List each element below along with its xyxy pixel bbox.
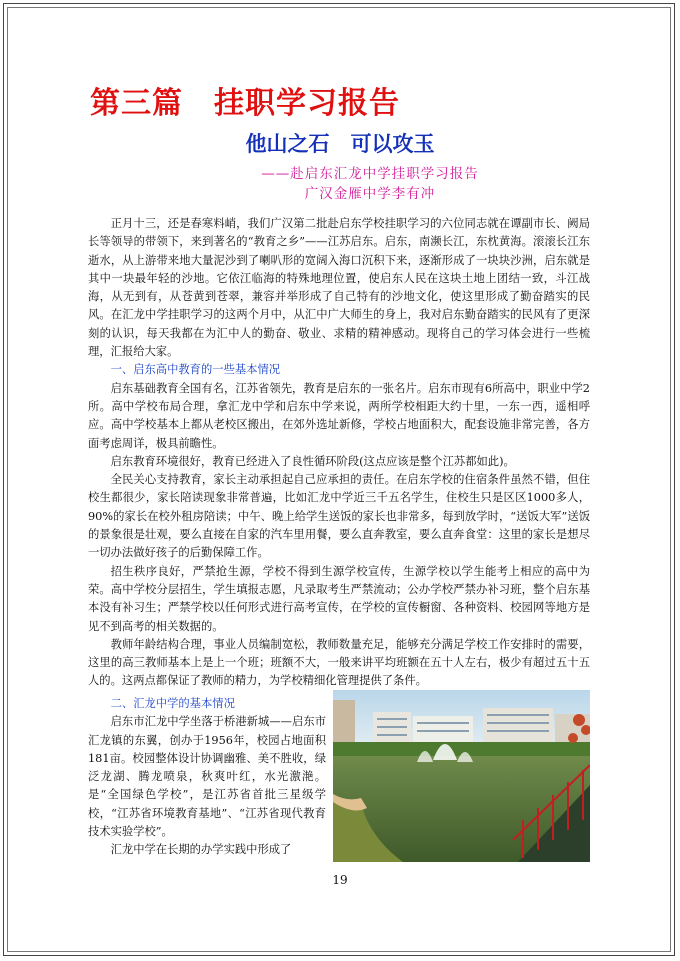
intro-paragraph: 正月十三，还是春寒料峭，我们广汉第二批赴启东学校挂职学习的六位同志就在谭副市长、阙局长等领导的带领下，来到著名的“教育之乡”——江苏启东。启东，南濒长江，东枕黄海。滚滚长江东逝水，从上游带来地大量泥沙到了喇叭形的宽阔入海口沉积下来，逐渐形成了一块块沙洲，启东就是其中一块最年轻的沙地。它依江临海的特殊地理位置，使启东人民在这块土地上团结一致，斗江战海，从无到有，从苍黄到苍翠，兼容并举形成了自己特有的沙地文化，使这里形成了勤奋踏实的民风。在汇龙中学挂职学习的这两个月中，从汇中广大师生的身上，我对启东勤奋踏实的民风有了更深刻的认识，每天我都在为汇中人的勤奋、敬业、求精的精神感动。现将自己的学习体会进行一些梳理，汇报给大家。	[88, 217, 590, 359]
section1-paragraph: 全民关心支持教育，家长主动承担起自己应承担的责任。在启东学校的住宿条件虽然不错，但住校生都很少，家长陪读现象非常普遍，比如汇龙中学近三千五名学生，住校生只是区区1000多人，90%的家长在校外租房陪读；中午、晚上给学生送饭的家长也非常多，每到放学时，“送饭大军”送饭的景象很是壮观，要么直接在自家的汽车里用餐，要么直奔教室，要么直奔食堂：这里的家长是想尽一切办法做好孩子的后勤保障工作。	[88, 473, 590, 560]
section1-paragraph: 启东基础教育全国有名，江苏省领先，教育是启东的一张名片。启东市现有6所高中，职业中学2所。高中学校布局合理，拿汇龙中学和启东中学来说，两所学校相距大约十里，一东一西，遥相呼应。高中学校基本上都从老校区搬出，在郊外选址新修，学校占地面积大，配套设施非常完善，各方面考虑周详，极具前瞻性。	[88, 381, 590, 450]
article-subtitle: ——赴启东汇龙中学挂职学习报告	[261, 166, 479, 182]
chapter-title: 第三篇 挂职学习报告	[90, 86, 400, 121]
article-title: 他山之石 可以攻玉	[245, 132, 435, 156]
section1-paragraph: 启东教育环境很好，教育已经进入了良性循环阶段(这点应该是整个江苏都如此)。	[110, 454, 515, 468]
article-body	[88, 215, 590, 691]
section2-paragraph: 汇龙中学在长期的办学实践中形成了	[110, 843, 292, 857]
section1-paragraph: 教师年龄结构合理，事业人员编制宽松，教师数量充足，能够充分满足学校工作安排时的需要，这里的高三教师基本上是上一个班；班额不大，一般来讲平均班额在五十人左右，极少有超过五十五人的。这两点都保证了教师的精力，为学校精细化管理提供了条件。	[88, 637, 590, 688]
section-heading-1: 一、启东高中教育的一些基本情况	[110, 363, 281, 377]
article-author: 广汉金雁中学李有冲	[304, 186, 436, 202]
campus-photo	[333, 690, 590, 862]
section1-paragraph: 招生秩序良好，严禁抢生源，学校不得到生源学校宣传，生源学校以学生能考上相应的高中为荣。高中学校分层招生，学生填报志愿，凡录取考生严禁流动；公办学校严禁办补习班，整个启东基本没有补习生；严禁学校以任何形式进行高考宣传，在学校的宣传橱窗、各种资料、校园网等地方是见不到高考的相关数据的。	[88, 564, 590, 633]
page-number: 19	[332, 873, 348, 887]
section2-body	[88, 695, 326, 860]
section2-paragraph: 启东市汇龙中学坐落于桥港新城——启东市汇龙镇的东翼，创办于1956年，校园占地面积181亩。校园整体设计协调幽雅、美不胜收，绿泛龙湖、腾龙喷泉，秋爽叶红，水光激滟。是“全国绿色学校”，是江苏省首批三星级学校，“江苏省环境教育基地”、“江苏省现代教育技术实验学校”。	[88, 715, 326, 839]
section-heading-2: 二、汇龙中学的基本情况	[110, 697, 235, 710]
